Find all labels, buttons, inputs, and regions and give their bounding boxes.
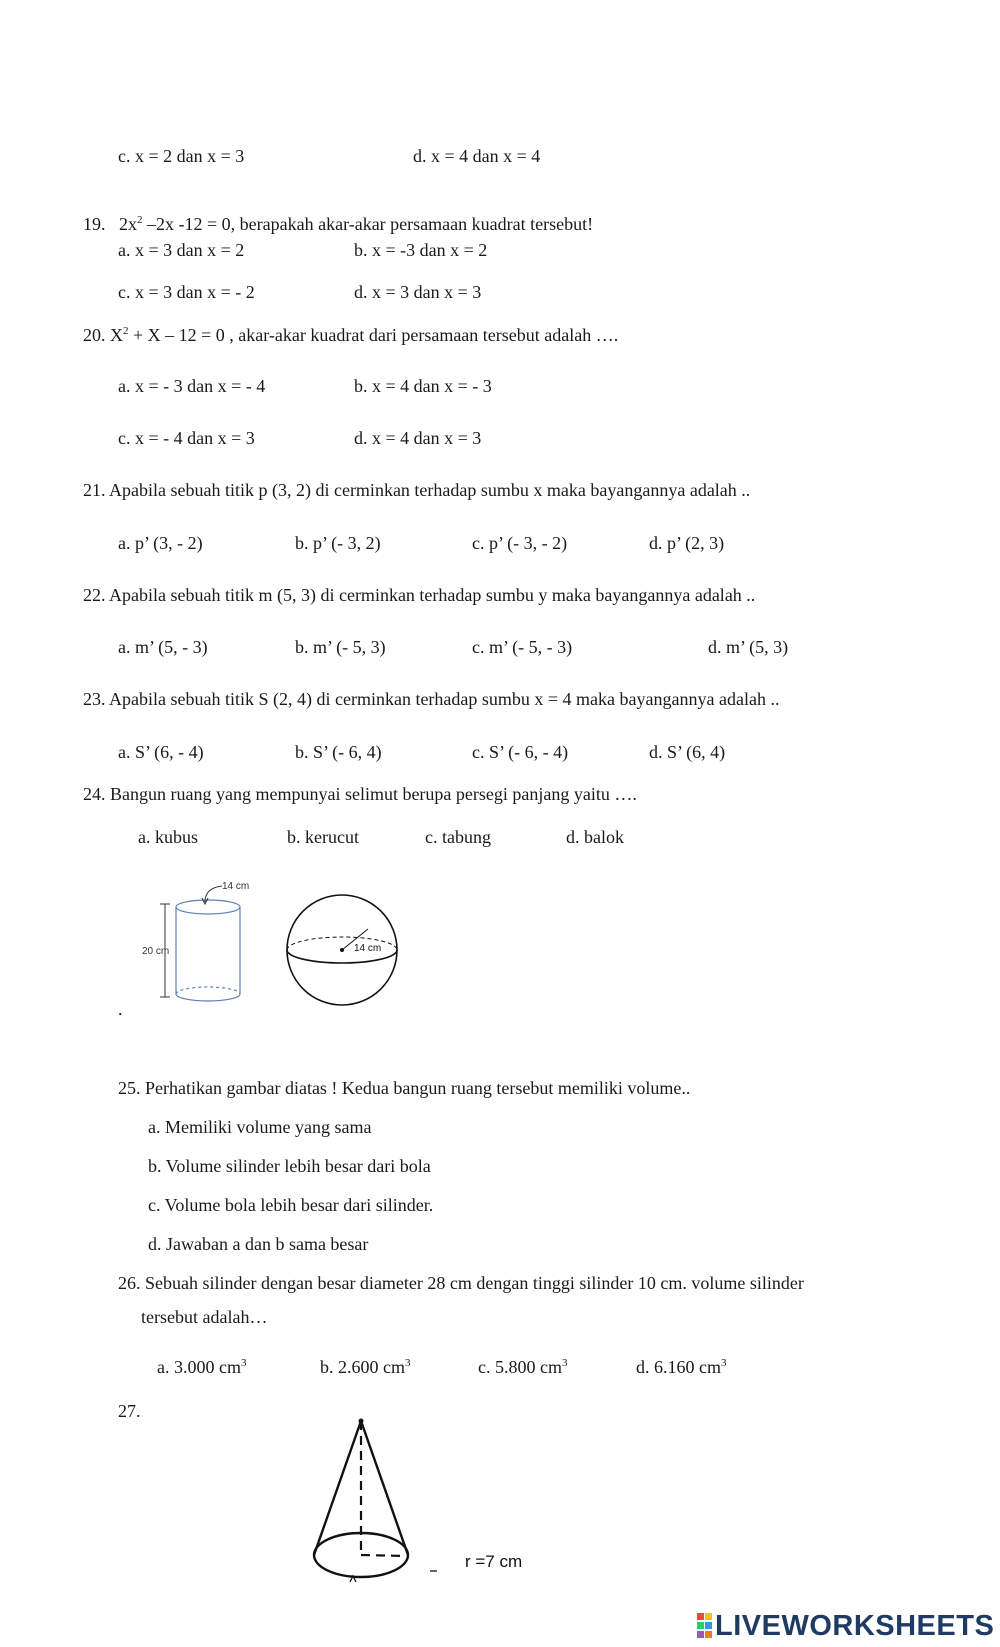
q20-text-a: X xyxy=(110,325,123,345)
sphere-center-dot xyxy=(340,948,344,952)
q19-option-d[interactable]: d. x = 3 dan x = 3 xyxy=(354,282,482,302)
q21-option-a[interactable]: a. p’ (3, - 2) xyxy=(118,533,203,553)
q23-option-c[interactable]: c. S’ (- 6, - 4) xyxy=(472,742,569,762)
q19-option-b[interactable]: b. x = -3 dan x = 2 xyxy=(354,240,488,260)
q19-option-a[interactable]: a. x = 3 dan x = 2 xyxy=(118,240,245,260)
q26-option-a-text: a. 3.000 cm xyxy=(157,1357,241,1377)
q19-text-a: 2x xyxy=(119,214,137,234)
q26-option-b[interactable] xyxy=(320,1356,411,1378)
q22-option-d[interactable]: d. m’ (5, 3) xyxy=(708,637,789,657)
q20-exponent: 2 xyxy=(123,325,129,337)
q19-question xyxy=(83,213,593,235)
q23-option-d[interactable]: d. S’ (6, 4) xyxy=(649,742,726,762)
q26-option-b-text: b. 2.600 cm xyxy=(320,1357,405,1377)
q24-question: 24. Bangun ruang yang mempunyai selimut berupa persegi panjang yaitu …. xyxy=(83,784,637,804)
q27-number: 27. xyxy=(118,1401,141,1421)
q22-question: 22. Apabila sebuah titik m (5, 3) di cerminkan terhadap sumbu y maka bayangannya adalah .. xyxy=(83,585,756,605)
q18-option-d[interactable]: d. x = 4 dan x = 4 xyxy=(413,146,541,166)
q23-question: 23. Apabila sebuah titik S (2, 4) di cerminkan terhadap sumbu x = 4 maka bayangannya adalah .. xyxy=(83,689,780,709)
q19-text-b: –2x -12 = 0, berapakah akar-akar persamaan kuadrat tersebut! xyxy=(142,214,594,234)
q25-option-a[interactable]: a. Memiliki volume yang sama xyxy=(148,1117,372,1137)
q23-option-b[interactable]: b. S’ (- 6, 4) xyxy=(295,742,382,762)
q25-option-c[interactable]: c. Volume bola lebih besar dari silinder. xyxy=(148,1195,434,1215)
q26-question-line1: 26. Sebuah silinder dengan besar diameter 28 cm dengan tinggi silinder 10 cm. volume silinder xyxy=(118,1273,804,1293)
q22-option-b[interactable]: b. m’ (- 5, 3) xyxy=(295,637,386,657)
cylinder-height-label: 20 cm xyxy=(142,946,170,957)
q19-number: 19. xyxy=(83,214,106,234)
q25-question: 25. Perhatikan gambar diatas ! Kedua bangun ruang tersebut memiliki volume.. xyxy=(118,1078,691,1098)
q19-exponent: 2 xyxy=(137,214,143,226)
sphere-radius-label: 14 cm xyxy=(354,943,382,954)
q26-option-c-unit-sup: 3 xyxy=(561,1357,568,1369)
q19-option-c[interactable]: c. x = 3 dan x = - 2 xyxy=(118,282,255,302)
q26-option-c[interactable] xyxy=(478,1356,567,1378)
q26-option-c-text: c. 5.800 cm xyxy=(478,1357,562,1377)
q20-option-c[interactable]: c. x = - 4 dan x = 3 xyxy=(118,428,255,448)
cylinder-shape xyxy=(176,900,240,1001)
q20-option-d[interactable]: d. x = 4 dan x = 3 xyxy=(354,428,482,448)
q26-option-b-unit-sup: 3 xyxy=(405,1357,411,1369)
q20-option-b[interactable]: b. x = 4 dan x = - 3 xyxy=(354,376,492,396)
q25-option-b[interactable]: b. Volume silinder lebih besar dari bola xyxy=(148,1156,431,1176)
cylinder-diameter-label: 14 cm xyxy=(222,881,250,892)
q18-option-c[interactable]: c. x = 2 dan x = 3 xyxy=(118,146,245,166)
q20-option-a[interactable]: a. x = - 3 dan x = - 4 xyxy=(118,376,266,396)
q26-option-d-text: d. 6.160 cm xyxy=(636,1357,721,1377)
q26-option-d[interactable] xyxy=(636,1356,727,1378)
q26-option-a-unit-sup: 3 xyxy=(240,1357,247,1369)
q21-question: 21. Apabila sebuah titik p (3, 2) di cerminkan terhadap sumbu x maka bayangannya adalah .. xyxy=(83,480,751,500)
cone-figure xyxy=(300,1415,560,1590)
cone-radius-label: r =7 cm xyxy=(465,1552,523,1571)
q26-question-line2: tersebut adalah… xyxy=(141,1307,268,1327)
q21-option-b[interactable]: b. p’ (- 3, 2) xyxy=(295,533,381,553)
cylinder-sphere-figure xyxy=(130,872,410,1022)
q22-option-c[interactable]: c. m’ (- 5, - 3) xyxy=(472,637,573,657)
q26-option-d-unit-sup: 3 xyxy=(721,1357,727,1369)
q24-option-a[interactable]: a. kubus xyxy=(138,827,198,847)
q24-option-c[interactable]: c. tabung xyxy=(425,827,491,847)
q21-option-c[interactable]: c. p’ (- 3, - 2) xyxy=(472,533,568,553)
cone-radius-line xyxy=(361,1555,406,1556)
figure-dot: . xyxy=(118,999,123,1019)
cone-apex-dot xyxy=(359,1419,364,1424)
q24-option-b[interactable]: b. kerucut xyxy=(287,827,359,847)
liveworksheets-logo-text: LIVEWORKSHEETS xyxy=(715,1610,995,1642)
q20-number: 20. xyxy=(83,325,106,345)
q22-option-a[interactable]: a. m’ (5, - 3) xyxy=(118,637,208,657)
q20-question xyxy=(83,324,618,346)
q24-option-d[interactable]: d. balok xyxy=(566,827,624,847)
q26-option-a[interactable] xyxy=(157,1356,246,1378)
q25-option-d[interactable]: d. Jawaban a dan b sama besar xyxy=(148,1234,369,1254)
q20-text-b: + X – 12 = 0 , akar-akar kuadrat dari persamaan tersebut adalah …. xyxy=(128,325,619,345)
q23-option-a[interactable]: a. S’ (6, - 4) xyxy=(118,742,204,762)
q21-option-d[interactable]: d. p’ (2, 3) xyxy=(649,533,725,553)
